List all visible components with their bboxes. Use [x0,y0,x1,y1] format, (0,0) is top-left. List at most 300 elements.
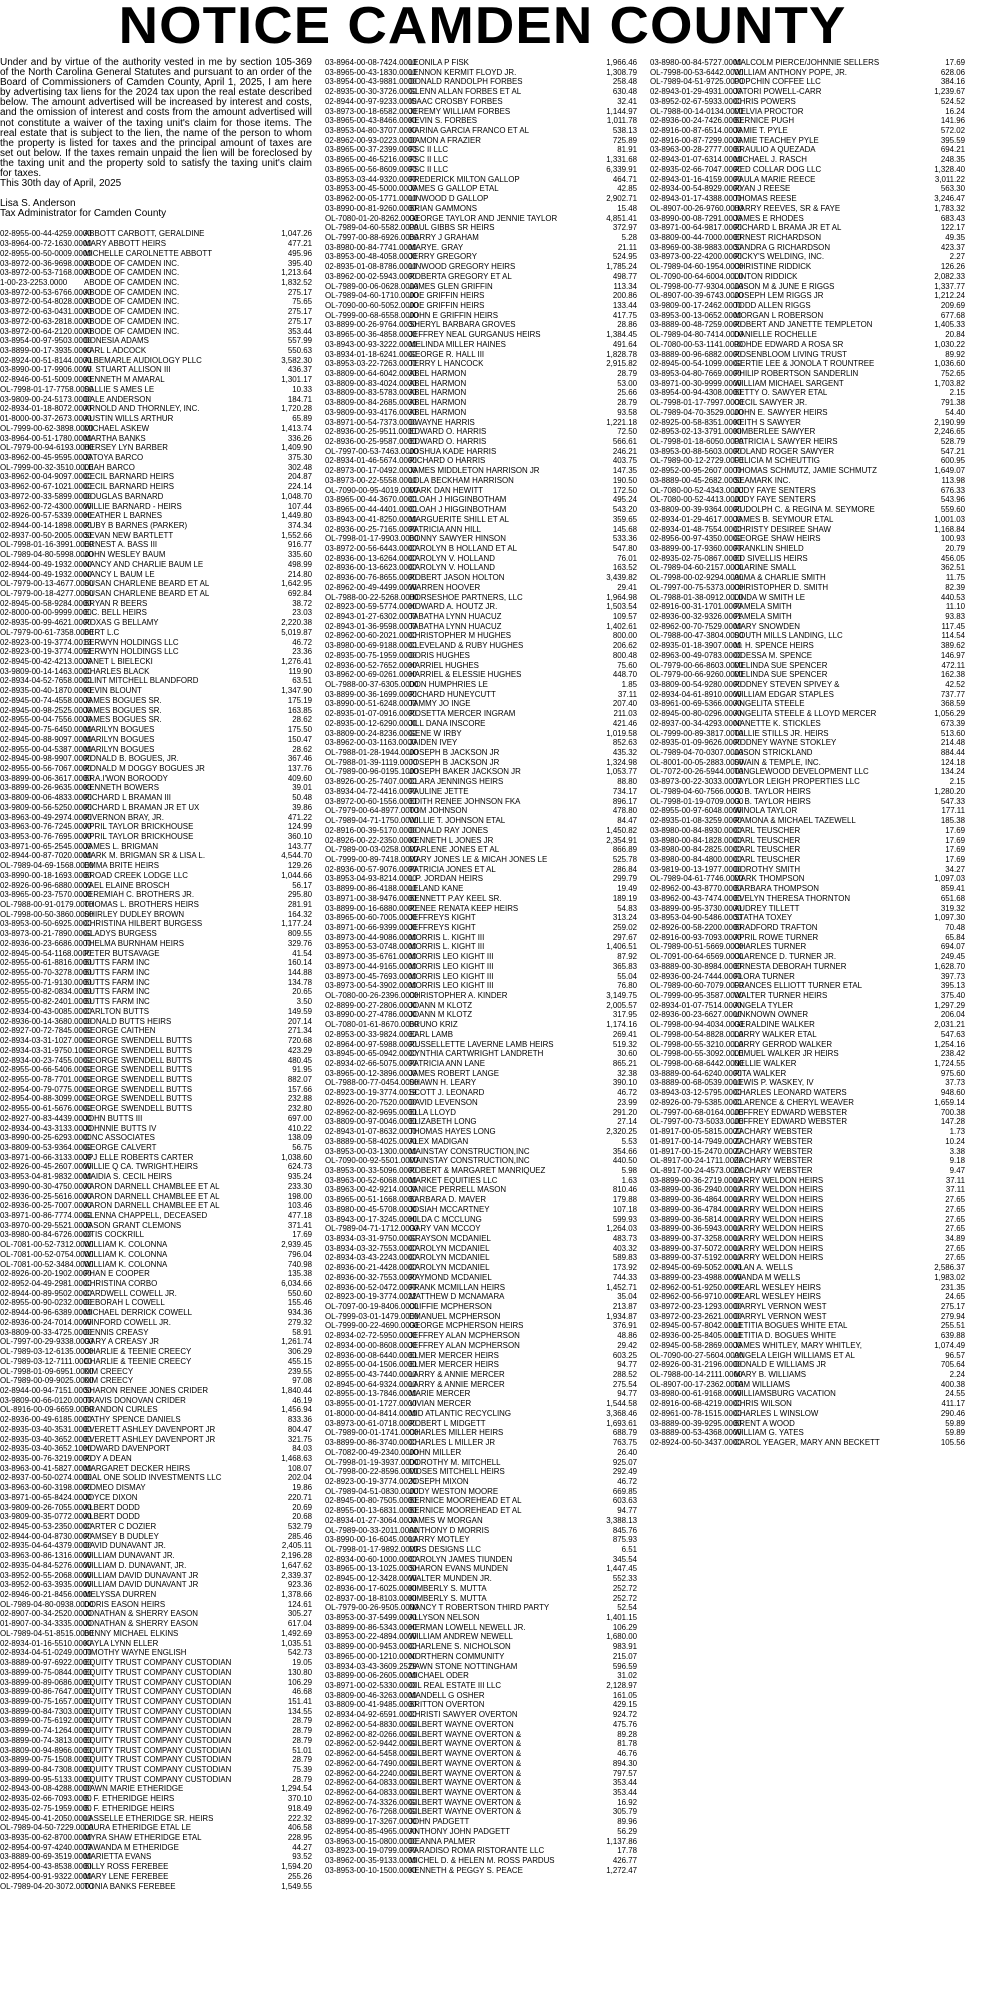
owner-name: SHIRLEY DUDLEY BROWN [84,909,185,919]
tax-lien-row [325,1827,637,1837]
tax-lien-row [0,657,312,667]
tax-amount: 1,450.82 [606,825,637,835]
tax-amount: 34.27 [945,864,965,874]
owner-name: JAMES BOGUES SR. [84,715,162,725]
owner-name: STATHA TOXEY [734,913,793,923]
tax-lien-row [650,1010,965,1020]
tax-lien-row [650,379,965,389]
tax-amount: 28.79 [292,1735,312,1745]
tax-amount: 532.79 [287,1522,312,1531]
tax-lien-row [325,1487,637,1497]
tax-lien-row [0,987,312,997]
owner-name: GEORGE SWENDELL BUTTS [84,1055,193,1065]
tax-amount: 52.54 [617,1603,637,1613]
parcel-id: 02-8934-03-43-2243.0000 [325,1253,417,1263]
tax-lien-row [325,651,637,661]
tax-amount: 423.37 [940,242,965,252]
owner-name: BERNICE MOOREHEAD ET AL [409,1496,522,1506]
tax-lien-row [325,1244,637,1254]
owner-name: G. B. TAYLOR HEIRS [734,786,811,796]
tax-lien-row [650,272,965,282]
parcel-id: OL-7988-00-22-5268.0000 [325,592,419,602]
parcel-id: 03-8963-00-41-5827.0000 [0,1463,92,1473]
parcel-id: 02-8934-01-46-5674.0000 [325,456,417,466]
owner-name: SANDRA G RICHARDSON [734,242,831,252]
parcel-id: 03-8980-00-84-2825.0000 [650,845,742,855]
tax-lien-row [650,1137,965,1147]
tax-amount: 17.69 [945,835,965,845]
tax-amount: 410.22 [287,1123,312,1133]
owner-name: EQUITY TRUST COMPANY CUSTODIAN [84,1716,232,1726]
parcel-id: 03-8889-00-53-4368.0000 [650,1428,742,1438]
tax-lien-row [0,1804,312,1814]
tax-lien-row [650,58,965,68]
tax-amount: 5.98 [621,1165,637,1175]
parcel-id: 03-8952-02-67-5933.0000 [650,96,742,106]
parcel-id: 02-8955-00-13-6831.0000 [325,1506,417,1516]
tax-lien-row [325,194,637,204]
parcel-id: 02-8934-00-23-7455.0000 [0,1055,92,1065]
tax-amount: 290.46 [940,1408,965,1418]
owner-name: RONALD M DOGGY BOGUES JR [84,763,205,773]
tax-lien-row [0,1600,312,1610]
owner-name: RODNEY STEVEN SPIVEY & [734,680,840,689]
owner-name: CAROLYN B HOLLAND ET AL [409,543,518,553]
tax-lien-row [0,375,312,385]
tax-lien-row [650,87,965,97]
tax-lien-row [325,1040,637,1050]
tax-amount: 651.68 [940,893,965,903]
tax-amount: 1,783.32 [934,203,965,213]
tax-lien-row [0,842,312,852]
parcel-id: 02-8955-00-04-1506.0000 [325,1360,417,1370]
tax-lien-row [325,641,637,651]
tax-lien-row [325,1788,637,1798]
owner-name: MARY ABBOTT HEIRS [84,239,166,249]
tax-amount: 291.20 [612,1107,637,1117]
tax-amount: 17.69 [945,825,965,835]
tax-lien-row [650,933,965,943]
owner-name: MRS DESIGNS LLC [409,1544,481,1554]
tax-amount: 82.39 [945,582,965,592]
tax-lien-row [325,1428,637,1438]
tax-amount: 295.80 [287,890,312,900]
tax-lien-row [325,612,637,622]
owner-name: JOHN MILLER [409,1447,462,1457]
parcel-id: 02-8955-00-43-7440.0000 [325,1370,417,1380]
tax-amount: 215.07 [612,1651,637,1661]
owner-name: ANGELA TYLER [734,1000,794,1010]
owner-name: MORRIS L. KIGHT III [409,942,485,952]
parcel-id: 03-8809-00-46-3263.0000 [325,1690,417,1700]
tax-lien-row [0,443,312,453]
tax-amount: 673.39 [940,718,965,728]
parcel-id: 02-8935-00-40-1870.0000 [0,686,92,696]
parcel-id: 03-8809-00-54-9280.0000 [650,680,742,689]
owner-name: ANTHONY JOHN PADGETT [409,1826,510,1836]
owner-name: GILBERT WAYNE OVERTON & [409,1749,522,1759]
parcel-id: OL-7080-00-26-2396.0000 [325,991,419,1000]
parcel-id: 03-8980-00-84-7741.0000 [325,242,417,252]
tax-lien-row [650,97,965,107]
owner-name: CAROL YEAGER, MARY ANN BECKETT [734,1438,880,1448]
owner-name: WARREN HOOVER [409,582,481,592]
tax-lien-row [325,923,637,933]
parcel-id: 02-8936-00-08-6440.0000 [325,1350,417,1360]
parcel-id: 03-8965-00-00-1210.0000 [325,1651,417,1661]
tax-lien-row [325,408,637,418]
tax-amount: 239.55 [287,1366,312,1376]
tax-amount: 495.96 [287,248,312,258]
tax-lien-row [0,1454,312,1464]
tax-lien-row [325,962,637,972]
tax-lien-row [325,1147,637,1157]
tax-amount: 429.15 [612,1700,637,1710]
parcel-id: OL-7998-01-17-9892.0000 [325,1544,419,1554]
owner-name: ABBOTT CARBOTT, GERALDINE [84,229,205,239]
tax-lien-row [0,618,312,628]
tax-amount: 1,720.28 [281,404,312,414]
owner-name: BONNY SAWYER HINSON [409,534,506,544]
tax-amount: 2.15 [949,777,965,787]
owner-name: JEFFREY EDWARD WEBSTER [734,1117,848,1127]
parcel-id: 03-8899-00-36-2940.0000 [650,1185,742,1195]
tax-amount: 163.85 [287,705,312,715]
tax-amount: 5,019.87 [281,627,312,637]
owner-name: TONIA BANKS FEREBEE [84,1881,176,1891]
tax-amount: 29.41 [617,582,637,592]
tax-lien-row [325,952,637,962]
tax-lien-row [650,505,965,515]
tax-lien-row [0,492,312,502]
owner-name: TERRY L HANCOCK [409,359,484,369]
owner-name: RICHARD O HARRIS [409,456,486,466]
tax-amount: 35.04 [617,1292,637,1302]
owner-name: DAWN STONE NOTTINGHAM [409,1661,518,1671]
tax-amount: 800.48 [612,650,637,660]
tax-amount: 5.53 [621,1136,637,1146]
parcel-id: 03-8899-00-86-3740.0000 [325,1438,417,1448]
owner-name: ZACHARY WEBSTER [734,1146,813,1156]
tax-amount: 1,213.64 [281,268,312,278]
tax-amount: 1,413.74 [281,423,312,433]
parcel-id: 03-8980-00-84-8930.0000 [650,825,742,835]
tax-lien-row [650,427,965,437]
owner-name: GLADYS BURGESS [84,929,157,939]
owner-name: PEARL WESLEY HEIRS [734,1282,821,1292]
parcel-id: 03-8962-00-43-7474.0000 [650,893,742,903]
tax-lien-row [0,783,312,793]
parcel-id: OL-7998-00-68-6442.0000 [650,1059,744,1069]
parcel-id: 03-8962-00-05-1771.0000 [325,194,417,204]
tax-amount: 25.66 [617,388,637,398]
parcel-id: 02-8945-00-64-9324.0000 [325,1379,417,1389]
tax-lien-row [650,495,965,505]
tax-lien-row [325,729,637,739]
tax-amount: 1,048.70 [281,491,312,501]
parcel-id: 03-8899-00-36-5943.0000 [650,1224,742,1234]
tax-amount: 238.42 [940,1049,965,1059]
parcel-id: 03-8990-00-08-7291.0000 [650,213,742,223]
tax-lien-row [0,1240,312,1250]
tax-amount: 305.27 [287,1609,312,1619]
parcel-id: OL-7989-00-96-0195.1000 [325,767,419,777]
tax-amount: 1,337.77 [934,281,965,291]
owner-name: CLINT MITCHELL BLANDFORD [84,676,199,686]
owner-name: JEREMY WILLIAM FORBES [409,106,511,116]
tax-amount: 440.53 [940,592,965,602]
owner-name: MARKET EQUITIES LLC [409,1175,498,1185]
owner-name: MARK DAN HEWITT [409,485,484,495]
tax-lien-row [0,1503,312,1513]
owner-name: GILBERT WAYNE OVERTON & [409,1807,522,1817]
tax-amount: 2,320.25 [606,1127,637,1137]
parcel-id: 03-8961-00-69-5366.0000 [650,699,742,709]
tax-lien-row [0,735,312,745]
tax-amount: 1,409.90 [281,443,312,453]
tax-amount: 16.24 [945,106,965,116]
owner-name: BARBARA D. MAVER [409,1195,487,1205]
parcel-id: 03-8899-00-84-7308.0000 [0,1764,92,1774]
parcel-id: 03-8980-00-84-1828.0000 [650,835,742,845]
owner-name: EDWARD O. HARRIS [409,437,487,447]
owner-name: RIVERNON BRAY, JR. [84,812,164,822]
tax-amount: 21.11 [617,242,637,252]
tax-amount: 164.32 [287,909,312,919]
owner-name: ROBERT JASON HOLTON [409,573,505,583]
parcel-id: OL-7989-04-51-8515.0000 [0,1628,94,1638]
tax-lien-row [325,155,637,165]
tax-amount: 368.59 [940,699,965,709]
tax-lien-row [0,803,312,813]
tax-amount: 1,828.78 [606,349,637,359]
owner-name: GEORGE SWENDELL BUTTS [84,1094,193,1104]
tax-amount: 483.73 [612,1233,637,1243]
owner-name: GILBERT WAYNE OVERTON & [409,1739,522,1749]
tax-amount: 409.60 [287,773,312,783]
owner-name: GEORGE SWENDELL BUTTS [84,1104,193,1114]
tax-amount: 491.64 [612,339,637,349]
tax-lien-row [325,87,637,97]
owner-name: CLARINE SMALL [734,563,797,573]
tax-lien-row [650,651,965,661]
tax-lien-row [650,107,965,117]
owner-name: GEORGE CAITHEN [84,1026,156,1036]
parcel-id: 03-8990-00-30-4750.0000 [0,1181,92,1191]
tax-lien-row [325,777,637,787]
tax-amount: 472.11 [941,660,965,670]
parcel-id: OL-7989-00-03-0258.0000 [325,845,419,855]
parcel-id: 02-8963-00-49-0783.0000 [650,650,742,660]
tax-amount: 376.91 [612,1321,637,1331]
tax-amount: 124.18 [940,757,965,767]
tax-amount: 93.58 [617,407,637,417]
tax-lien-row [650,865,965,875]
parcel-id: 03-8899-00-36-4864.0000 [650,1195,742,1205]
tax-amount: 1,297.29 [934,1000,965,1010]
tax-lien-row [325,874,637,884]
parcel-id: 03-8972-00-53-6766.0000 [0,287,92,297]
tax-amount: 5.28 [621,232,637,242]
parcel-id: 03-8889-00-39-9295.0000 [650,1418,742,1428]
tax-lien-row [650,252,965,262]
owner-name: BENNY MICHAEL ELKINS [84,1628,179,1638]
tax-lien-row [650,534,965,544]
parcel-id: 02-8944-00-94-7151.0000 [0,1385,92,1395]
owner-name: EARL LAMB [409,1029,453,1039]
tax-lien-row [650,777,965,787]
parcel-id: 03-8973-00-61-0718.0000 [325,1418,417,1428]
tax-amount: 27.65 [945,1253,965,1263]
tax-lien-row [325,233,637,243]
tax-amount: 1,401.15 [606,1613,637,1622]
tax-amount: 302.48 [287,462,312,472]
parcel-id: 03-8972-00-60-1556.0000 [325,796,417,806]
tax-lien-row [325,1205,637,1215]
tax-lien-row [325,1331,637,1341]
parcel-id: OL-7989-04-60-7566.0000 [650,786,744,796]
owner-name: RED COLLAR DOG LLC [734,164,822,174]
parcel-id: 03-9819-00-13-1977.0000 [650,864,742,874]
tax-amount: 471.22 [287,812,312,822]
owner-name: LELAND KANE [409,884,464,894]
parcel-id: 02-8934-01-07-7514.0000 [650,1000,742,1010]
tax-lien-row [650,670,965,680]
tax-amount: 495.24 [612,495,637,505]
tax-amount: 185.38 [940,816,965,826]
tax-amount: 75.60 [617,660,637,670]
tax-amount: 1,405.33 [934,320,965,330]
tax-lien-row [325,563,637,573]
tax-amount: 124.61 [287,1599,312,1609]
parcel-id: 03-8971-00-64-9817.0000 [650,223,742,233]
tax-lien-row [0,434,312,444]
tax-lien-row [0,638,312,648]
owner-name: MORGAN L ROBERSON [734,310,824,320]
tax-lien-row [650,1215,965,1225]
tax-lien-row [0,1298,312,1308]
tax-lien-row [325,1156,637,1166]
parcel-id: OL-7979-00-18-4277.0000 [0,589,94,598]
tax-lien-row [650,223,965,233]
parcel-id: 03-8899-00-06-2605.0000 [325,1671,417,1681]
tax-amount: 345.54 [612,1554,637,1564]
owner-name: SHARON EVANS MUNDEN [409,1564,508,1574]
owner-name: ROY A DEAN [84,1453,132,1463]
tax-lien-row [325,797,637,807]
tax-lien-row [325,145,637,155]
parcel-id: 03-8899-00-36-5814.0000 [650,1214,742,1224]
parcel-id: 03-8962-00-69-0261.0000 [325,670,417,680]
tax-amount: 28.79 [292,1726,312,1736]
tax-amount: 72.50 [617,427,637,437]
parcel-id: 03-8809-00-64-6042.0000 [325,369,417,378]
parcel-id: 02-8954-00-85-4965.0000 [325,1826,417,1836]
tax-amount: 94.77 [617,1389,637,1399]
tax-amount: 46.72 [617,1476,637,1486]
owner-name: RAYMOND MCDANIEL [409,1272,492,1282]
tax-lien-row [650,952,965,962]
tax-amount: 6.51 [621,1544,637,1554]
tax-amount: 134.55 [287,1706,312,1716]
parcel-id: OL-7999-00-89-3817.0000 [650,728,744,738]
tax-amount: 259.02 [612,922,637,932]
tax-amount: 797.57 [612,1768,637,1778]
parcel-id: 02-8916-00-68-4219.0000 [650,1399,742,1409]
owner-name: JAMES B. SEYMOUR ETAL [734,514,834,524]
tax-amount: 676.33 [940,485,965,495]
tax-lien-row [650,77,965,87]
parcel-id: 03-8934-03-32-7553.0000 [325,1243,417,1253]
tax-amount: 371.41 [287,1220,312,1230]
owner-name: WILLIAM ANDREW NEWELL [409,1632,513,1642]
tax-lien-row [0,1765,312,1775]
parcel-id: 02-8937-00-18-8103.0000 [325,1593,417,1603]
owner-name: DON HUMPHRIES LE [409,680,488,689]
tax-lien-row [325,709,637,719]
owner-name: FSC II LLC [409,145,449,155]
owner-name: BARBARA THOMPSON [734,884,819,894]
owner-name: MORRIS L. KIGHT III [409,932,485,942]
owner-name: CHARLES L MILLER JR [409,1438,496,1448]
owner-name: LARRY WELDON HEIRS [734,1175,824,1185]
tax-lien-row [0,1823,312,1833]
tax-amount: 365.83 [612,961,637,971]
tax-lien-row [0,1483,312,1493]
tax-amount: 20.84 [945,330,965,340]
parcel-id: 02-8934-00-60-1000.0000 [325,1554,417,1564]
tax-amount: 436.37 [287,365,312,375]
tax-lien-row [325,1467,637,1477]
tax-lien-row [325,1730,637,1740]
tax-lien-row [0,968,312,978]
tax-lien-row [325,525,637,535]
tax-lien-row [0,1658,312,1668]
tax-lien-row [0,832,312,842]
owner-name: GILBERT WAYNE OVERTON [409,1719,514,1729]
tax-lien-row [650,709,965,719]
tax-amount: 106.29 [287,1677,312,1687]
owner-name: JOYCE DIXON [84,1492,138,1502]
tax-lien-row [0,229,312,239]
parcel-id: 03-8972-00-63-0431.0000 [0,307,92,317]
parcel-id: 02-8945-00-74-4558.0000 [0,695,92,705]
parcel-id: 02-8926-00-45-2607.0000 [0,1162,92,1172]
owner-name: KENNETH M AMARAL [84,375,165,385]
parcel-id: 01-8000-00-04-8414.0000 [325,1408,417,1418]
tax-lien-row [0,1775,312,1785]
tax-lien-row [650,1312,965,1322]
tax-lien-row [325,223,637,233]
tax-amount: 884.44 [940,748,965,758]
parcel-id: OL-7989-00-51-5669.0000 [650,942,744,952]
tax-lien-row [325,1010,637,1020]
tax-amount: 1,239.67 [934,87,965,97]
tax-lien-row [650,1030,965,1040]
tax-amount: 9.18 [949,1156,965,1166]
owner-name: BILLY ROSS FEREBEE [84,1862,169,1872]
tax-lien-row [0,706,312,716]
owner-name: ABODE OF CAMDEN INC. [84,297,180,307]
tax-amount: 146.97 [940,650,965,660]
parcel-id: 02-8000-00-00-9999.0000 [0,608,92,618]
tax-lien-row [650,1302,965,1312]
owner-name: BERWYN HOLDINGS LLC [84,647,179,657]
parcel-id: 1-00-23-2253.0000 [0,278,68,287]
tax-amount: 1,452.71 [606,1282,637,1292]
owner-name: DONALD E WILLIAMS JR [734,1360,827,1370]
owner-name: CHRISTINE RIDDICK [734,262,812,272]
